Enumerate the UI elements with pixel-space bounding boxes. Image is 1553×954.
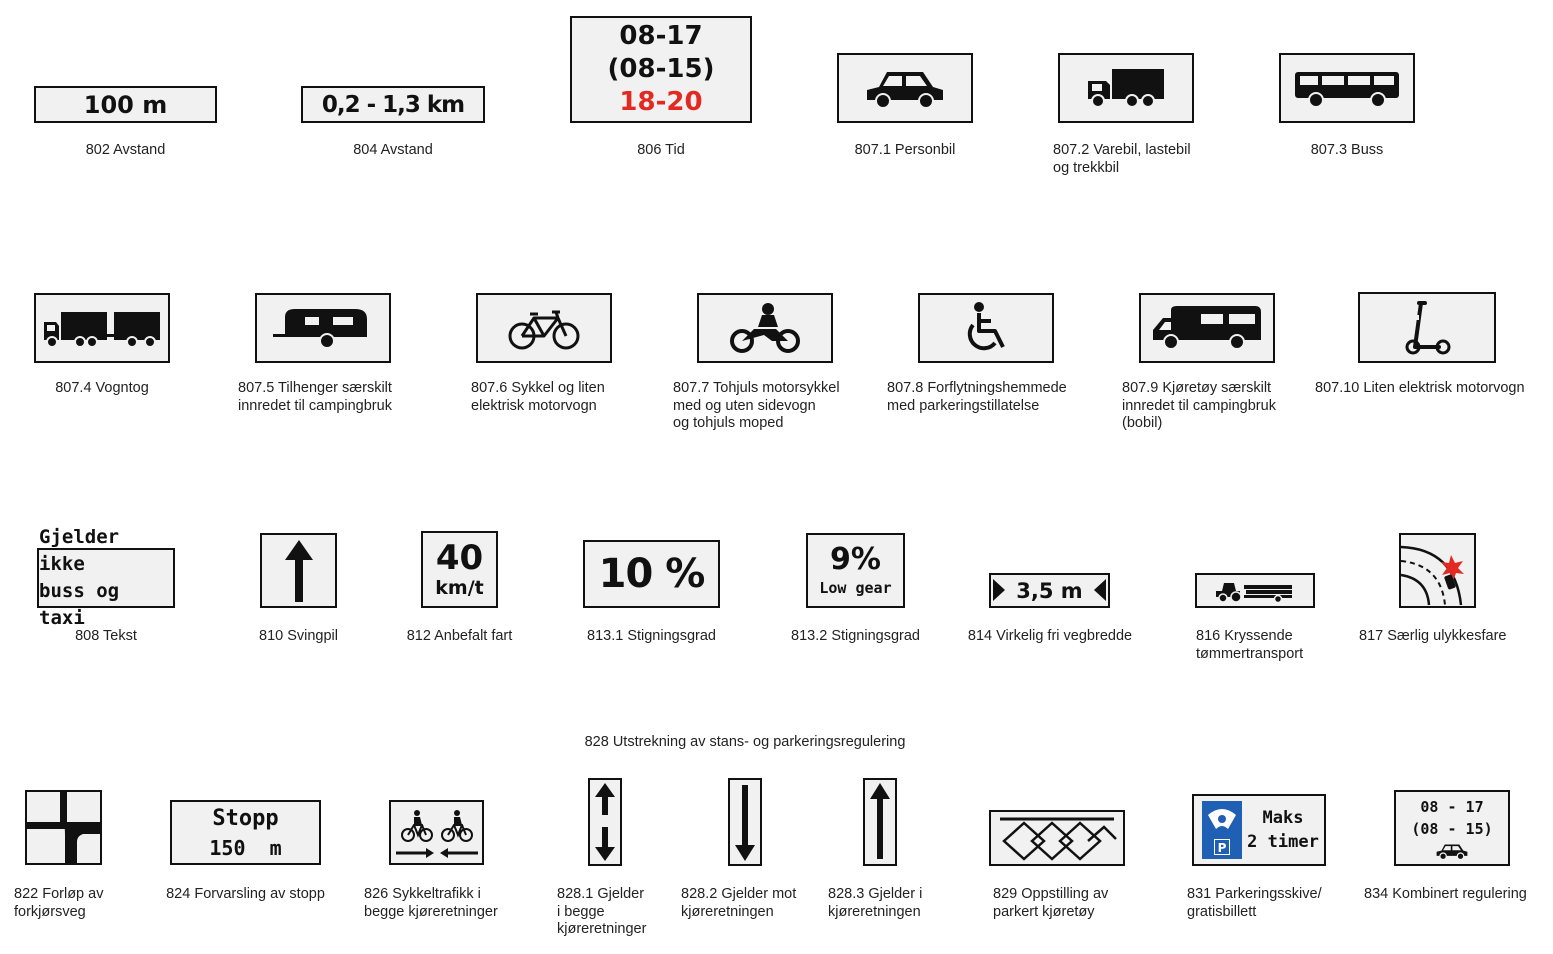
double-arrow-vertical-icon bbox=[593, 781, 617, 863]
road-train-icon bbox=[40, 306, 164, 350]
sign-828-2 bbox=[728, 778, 762, 866]
caption-804: 804 Avstand bbox=[353, 142, 433, 158]
bus-icon bbox=[1292, 67, 1402, 109]
sign-812-line2: km/t bbox=[435, 576, 484, 599]
sign-807-1 bbox=[837, 53, 973, 123]
sign-804-text: 0,2 - 1,3 km bbox=[321, 91, 465, 118]
caption-812: 812 Anbefalt fart bbox=[406, 628, 513, 644]
sign-828-1 bbox=[588, 778, 622, 866]
cyclists-both-directions-icon bbox=[392, 803, 482, 863]
sign-834 bbox=[1394, 790, 1510, 866]
caption-828-2: 828.2 Gjelder mot kjøreretningen bbox=[681, 886, 797, 920]
caption-814: 814 Virkelig fri vegbredde bbox=[967, 628, 1133, 644]
sign-807-6 bbox=[476, 293, 612, 363]
sign-813-1-text: 10 % bbox=[598, 551, 705, 597]
caption-826: 826 Sykkeltrafikk i begge kjøreretninger bbox=[364, 886, 498, 920]
caption-828-1: 828.1 Gjelder i begge kjøreretninger bbox=[557, 886, 647, 937]
caption-807-9: 807.9 Kjøretøy særskilt innredet til campingbruk (bobil) bbox=[1122, 380, 1276, 431]
sign-808-line1: Gjelder ikke bbox=[39, 526, 120, 575]
sign-802 bbox=[34, 86, 217, 123]
caption-817: 817 Særlig ulykkesfare bbox=[1359, 628, 1507, 644]
sign-813-2-line2: Low gear bbox=[819, 578, 892, 597]
caption-810: 810 Svingpil bbox=[259, 628, 338, 644]
caption-802: 802 Avstand bbox=[85, 142, 166, 158]
sign-831 bbox=[1192, 794, 1326, 866]
arrow-up-icon bbox=[279, 538, 319, 604]
sign-810 bbox=[260, 533, 337, 608]
width-left-triangle-icon bbox=[993, 579, 1005, 601]
motorcycle-icon bbox=[728, 301, 802, 355]
sign-812-line1: 40 bbox=[435, 537, 484, 578]
car-icon bbox=[1435, 842, 1469, 860]
caption-829: 829 Oppstilling av parkert kjøretøy bbox=[993, 886, 1109, 920]
sign-806-line1: 08-17 bbox=[619, 21, 703, 51]
arrow-down-icon bbox=[733, 781, 757, 863]
sign-826 bbox=[389, 800, 484, 865]
caption-807-2: 807.2 Varebil, lastebil og trekkbil bbox=[1053, 142, 1191, 176]
sign-814-text: 3,5 m bbox=[1016, 578, 1083, 603]
caption-816: 816 Kryssende tømmertransport bbox=[1196, 628, 1304, 662]
sign-831-text bbox=[1242, 806, 1324, 854]
timber-tractor-icon bbox=[1214, 579, 1296, 603]
caption-807-6: 807.6 Sykkel og liten elektrisk motorvogn bbox=[471, 380, 605, 414]
bicycle-icon bbox=[506, 304, 582, 352]
sign-824-line1: Stopp bbox=[212, 805, 279, 831]
caption-807-1: 807.1 Personbil bbox=[854, 142, 956, 158]
sign-813-1 bbox=[583, 540, 720, 608]
parking-disc-icon bbox=[1202, 801, 1242, 859]
sign-807-2 bbox=[1058, 53, 1194, 123]
sign-813-2 bbox=[806, 533, 905, 608]
sign-822 bbox=[25, 790, 102, 865]
sign-834-line1: 08 - 17 bbox=[1420, 798, 1484, 816]
caption-807-8: 807.8 Forflytningshemmede med parkeringstillatelse bbox=[887, 380, 1067, 414]
sign-806-line2: (08-15) bbox=[607, 54, 715, 84]
caption-807-7: 807.7 Tohjuls motorsykkel med og uten sidevogn og tohjuls moped bbox=[673, 380, 840, 431]
sign-814 bbox=[989, 573, 1110, 608]
wheelchair-icon bbox=[961, 301, 1011, 355]
sign-804 bbox=[301, 86, 485, 123]
caption-807-10: 807.10 Liten elektrisk motorvogn bbox=[1315, 380, 1525, 396]
sign-807-10 bbox=[1358, 292, 1496, 363]
caption-831: 831 Parkeringsskive/ gratisbillett bbox=[1187, 886, 1322, 920]
priority-road-course-icon bbox=[25, 790, 102, 865]
caption-813-1: 813.1 Stigningsgrad bbox=[587, 628, 716, 644]
sign-807-7 bbox=[697, 293, 833, 363]
sign-813-2-line1: 9% bbox=[830, 541, 881, 577]
group-828-title: 828 Utstrekning av stans- og parkeringsregulering bbox=[584, 734, 906, 750]
sign-817 bbox=[1399, 533, 1476, 608]
sign-831-line1: Maks bbox=[1262, 808, 1304, 828]
caption-824: 824 Forvarsling av stopp bbox=[166, 886, 325, 902]
sign-807-4 bbox=[34, 293, 170, 363]
sign-829 bbox=[989, 810, 1125, 866]
parking-disc-letter: P bbox=[1214, 839, 1230, 855]
sign-824-line2: 150 m bbox=[209, 835, 282, 860]
sign-807-8 bbox=[918, 293, 1054, 363]
car-icon bbox=[863, 66, 947, 110]
caption-807-3: 807.3 Buss bbox=[1310, 142, 1384, 158]
accident-curve-icon bbox=[1401, 535, 1473, 605]
caption-807-4: 807.4 Vogntog bbox=[55, 380, 149, 396]
sign-806 bbox=[570, 16, 752, 123]
sign-807-9 bbox=[1139, 293, 1275, 363]
sign-808 bbox=[37, 526, 175, 629]
caption-828-3: 828.3 Gjelder i kjøreretningen bbox=[828, 886, 923, 920]
sign-806-line3: 18-20 bbox=[619, 87, 703, 117]
caption-822: 822 Forløp av forkjørsveg bbox=[14, 886, 104, 920]
parking-disc-dial-icon bbox=[1202, 805, 1242, 835]
truck-icon bbox=[1084, 65, 1168, 111]
motorhome-icon bbox=[1149, 304, 1265, 352]
sign-802-text: 100 m bbox=[83, 90, 168, 119]
sign-812 bbox=[421, 531, 498, 608]
e-scooter-icon bbox=[1399, 299, 1455, 357]
caption-813-2: 813.2 Stigningsgrad bbox=[791, 628, 920, 644]
sign-816 bbox=[1195, 573, 1315, 608]
caption-807-5: 807.5 Tilhenger særskilt innredet til campingbruk bbox=[238, 380, 392, 414]
width-right-triangle-icon bbox=[1094, 579, 1106, 601]
caption-808: 808 Tekst bbox=[75, 628, 137, 644]
sign-828-3 bbox=[863, 778, 897, 866]
sign-807-5 bbox=[255, 293, 391, 363]
sign-831-line2: 2 timer bbox=[1247, 832, 1319, 852]
sign-808-line2: buss og taxi bbox=[39, 580, 120, 629]
diagonal-parking-icon bbox=[992, 813, 1122, 863]
caption-806: 806 Tid bbox=[637, 142, 685, 158]
caravan-icon bbox=[271, 305, 375, 351]
sign-834-line2: (08 - 15) bbox=[1411, 820, 1493, 838]
arrow-up-icon bbox=[868, 781, 892, 863]
sign-807-3 bbox=[1279, 53, 1415, 123]
sign-824 bbox=[170, 800, 321, 865]
caption-834: 834 Kombinert regulering bbox=[1364, 886, 1527, 902]
